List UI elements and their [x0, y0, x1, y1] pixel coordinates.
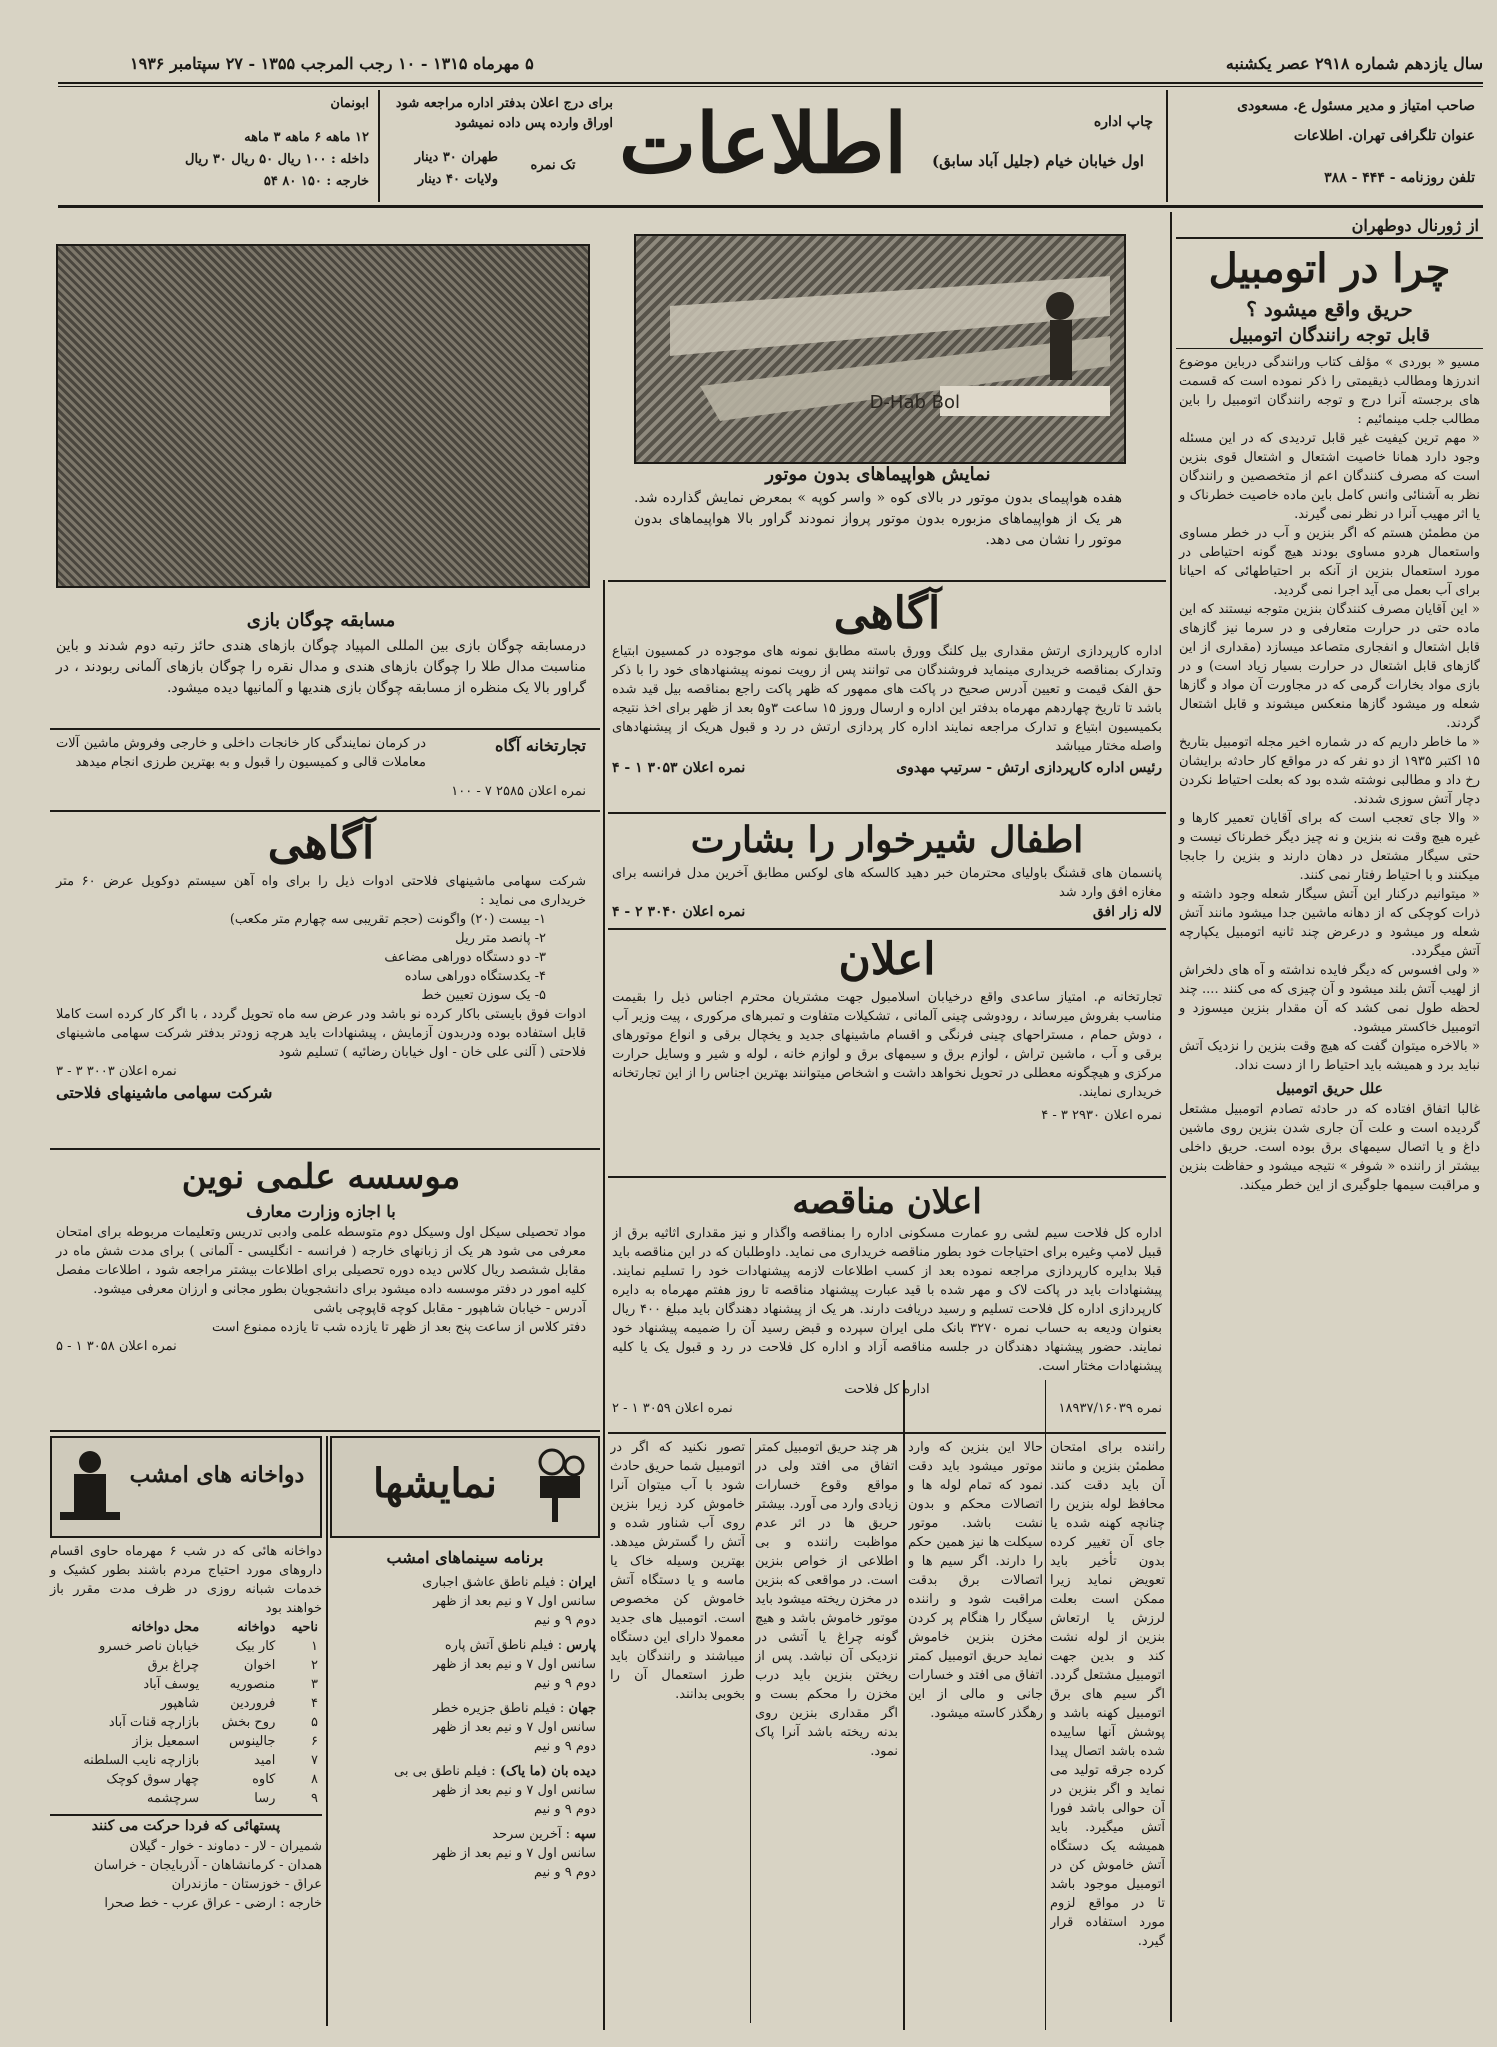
- theater-session: دوم ۹ و نیم: [534, 1739, 596, 1754]
- table-header: [50, 1618, 322, 1637]
- theater-name: دیده بان (ما یاک): [499, 1764, 596, 1779]
- theater-session: دوم ۹ و نیم: [534, 1802, 596, 1817]
- machinery-ad: [56, 816, 586, 1136]
- pharmacy-section: [50, 1436, 322, 2026]
- theater-session: سانس اول ۷ و نیم بعد از ظهر: [433, 1657, 596, 1672]
- infants-ad-footer: [612, 902, 1162, 923]
- subs-periods: ۱۲ ماهه ۶ ماهه ۳ ماهه: [244, 130, 369, 145]
- machinery-ad-ref: نمره اعلان ۳۰۰۳ ۳ - ۳: [56, 1064, 177, 1079]
- post-line: خارجه : ارضی - عراق عرب - خط صحرا: [104, 1896, 322, 1911]
- article-paragraph: « مهم ترین کیفیت غیر قابل تردیدی که در این مسئله وجود دارد همانا خاصیت اشتعال و اشتعال قوی بنزین است که مصرف کنندگان اعم از متخصصین و رانندگان نظر به آشنائی وانس کامل باین ماده خاصیت خطرناک و یا اثر مهیب آنرا در نظر نمی گیرند.: [1179, 431, 1480, 522]
- trade-ad-title: تجارتخانه آگاه: [495, 736, 586, 755]
- cell: کار بیک: [235, 1639, 276, 1654]
- cell: روح بخش: [221, 1715, 276, 1730]
- price-label: تک نمره: [530, 158, 576, 173]
- tender-ad-ref1: نمره ۱۸۹۳۷/۱۶۰۳۹: [1058, 1401, 1162, 1416]
- article-car-fire: [1176, 214, 1483, 2024]
- trade-ad: [56, 734, 586, 804]
- glider-illustration: [640, 236, 1124, 458]
- theater-session: سانس اول ۷ و نیم بعد از ظهر: [433, 1594, 596, 1609]
- army-ad-title: آگاهی: [833, 588, 941, 639]
- tender-ad-refs: [612, 1399, 1162, 1418]
- institute-address: آدرس - خیابان شاهپور - مقابل کوچه قاپوچی باشی: [313, 1301, 586, 1316]
- army-ad-text: اداره کارپردازی ارتش مقداری بیل کلنگ وورق باسته مطابق نمونه های موجوده در کمسیون ابتیاع وتدارک بمناقصه خریداری مینماید فروشندگان می توانند پس از رویت نمونه پیشنهادهای خود را با ذکر حق الفک قیمت و تعیین آدرس صحیح در پاکت های ممهور که ظهر پاکت راجع بمناقصه بیل قید شده باشد تا تاریخ چهاردهم مهرماه بدفتر این اداره و ارسال وروز ۱۵ ساعت ۳و۵ بعد از ظهر برای اخذ نتیجه بکمیسیون ابتیاع و تدارک مراجعه نمایند اداره کار پردازی ارتش در رد و قبول هریک از پیشنهادهای واصله مختار میباشد: [612, 644, 1162, 754]
- table-row: [50, 1656, 322, 1675]
- tender-ad-text: اداره کل فلاحت سیم لشی رو عمارت مسکونی اداره را بمناقصه واگذار و نیز مقداری اثاثیه برق از قبیل لامپ وغیره برای احتیاجات خود بطور مناقصه خریداری می نماید. داوطلبان که در این مناقصه باید قبلا بدایره کارپردازی مراجعه نموده بعد از کسب اطلاعات لازمه پیشنهادات خود را تسلیم نمایند. پیشنهادات باید در پاکت لاک و مهر شده با قید عبارت پیشنهاد مناقصه تا روز هفتم مهرماه به دایره کارپردازی اداره کل فلاحت تسلیم و رسید دریافت دارند. هر یک از پیشنهاد دهندگان باید مبلغ ۴۰۰ ریال بعنوان ودیعه به حساب نمره ۳۲۷۰ بانک ملی ایران سپرده و قبض رسید آن را ضمیمه پیشنهاد خود نمایند. حضور پیشنهاد دهندگان در جلسه مناقصه آزاد و اداره کل فلاحت در رد و قبول یک یا کلیه پیشنهادات مختار است.: [612, 1226, 1162, 1374]
- institute-hours: دفتر کلاس از ساعت پنج بعد از ظهر تا یازده شب تا یازده ممنوع است: [212, 1320, 586, 1335]
- machinery-ad-body: ادوات فوق بایستی باکار کرده نو باشد ودر عرض سه ماه تحویل گردد ، با اگر کار کرده است کاملا قابل استفاده بوده ودربدون آزمایش ، پیشنهادات باید هرچه زودتر بدفتر شرکت سهامی ماشینهای فلاحتی ( آلنی علی خان - اول خیابان رضائیه ) تسلیم شود: [56, 1007, 586, 1060]
- institute-ref: نمره اعلان ۳۰۵۸ ۱ - ۵: [56, 1339, 177, 1354]
- glider-photo: [634, 234, 1126, 464]
- cinema-header: نمایشها: [373, 1460, 497, 1507]
- tehran-price: طهران ۳۰ دینار: [414, 150, 498, 165]
- phone-line: تلفن روزنامه - ۴۴۴ - ۳۸۸: [1324, 170, 1475, 186]
- newspaper-logo: اطلاعات: [618, 96, 908, 192]
- tender-ad-footer: [612, 1380, 1162, 1430]
- institute-subtitle: با اجازه وزارت معارف: [246, 1202, 396, 1221]
- cinema-section: [330, 1436, 600, 2026]
- glider-caption: نمایش هواپیماهای بدون موتور: [765, 464, 991, 485]
- theater-session: دوم ۹ و نیم: [534, 1865, 596, 1880]
- article-paragraph: « بالاخره میتوان گفت که هیچ وقت بنزین را نزدیک آتش نباید برد و همیشه باید احتیاط را از دست نداد.: [1179, 1039, 1480, 1073]
- owner-line: صاحب امتیاز و مدیر مسئول ع. مسعودی: [1237, 98, 1475, 114]
- table-row: [50, 1789, 322, 1808]
- subs-domestic: داخله : ۱۰۰ ریال ۵۰ ریال ۳۰ ریال: [185, 152, 369, 167]
- institute-text: مواد تحصیلی سیکل اول وسیکل دوم متوسطه علمی وادبی تدریس وتعلیمات مربوطه برای امتحان معرفی می شود هر یک از زبانهای خارجه ( فرانسه - انگلیسی - آلمانی ) برای مدت شش ماه در مقابل ششصد ریال کلاس دیده دوره تحصیلی برای اطلاعات بیشتر مراجعه شود ، اطلاعات مفصل کلیه امور در دفتر موسسه داده میشود برای دانشجویان بطور مجانی و ارزان معرفی میشود.: [56, 1225, 586, 1297]
- bottom-text-col-1: راننده برای امتحان مطمئن بنزین و مانند آن باید دقت کند. محافظ لوله بنزین را چنانچه کهنه شده یا جای آن تغییر کرده بدون تأخیر باید تعویض نماید زیرا ممکن است بعلت لرزش یا ارتعاش بنزین از لوله نشت کند و بدین جهت اتومبیل مشتعل گردد. اگر سیم های برق اتومبیل کهنه باشد و پوشش آنها ساییده شده باشد اتصال پیدا کرده جرقه تولید می نماید و اگر بنزین در آن حوالی باشد فورا آتش میگیرد. باید همیشه یک دستگاه آتش خاموش کن در اتومبیل موجود باشد تا در مواقع لزوم مورد استفاده قرار گیرد.: [1050, 1440, 1165, 1949]
- theater-film: آخرین سرحد: [492, 1827, 562, 1842]
- table-row: [50, 1713, 322, 1732]
- theater-session: دوم ۹ و نیم: [534, 1676, 596, 1691]
- theater-session: سانس اول ۷ و نیم بعد از ظهر: [433, 1783, 596, 1798]
- article-paragraph: « والا جای تعجب است که برای آقایان تعمیر کارها و غیره هیچ وقت نه بنزین و نه چیز دیگر خطرناک نیست و حتی سیگار مشتعل در دهان دارند و بنزین را جابجا میکنند و با احتیاط رفتار نمی کنند.: [1179, 811, 1480, 883]
- col-name: دواخانه: [237, 1620, 276, 1635]
- masthead: [58, 90, 1483, 208]
- col-place: محل دواخانه: [131, 1620, 200, 1635]
- cell: ۵: [311, 1715, 318, 1730]
- elan-ad-text: تجارتخانه م. امتیاز ساعدی واقع درخیابان اسلامبول جهت مشتریان محترم اجناس ذیل را بقیمت مناسب بفروش میرساند ، رودوشی چینی آلمانی ، تشکیلات متفاوت و تمبرهای مرکوری ، پیت وزیر آب ، دوش حمام ، مستراحهای چینی فرنگی و اقسام ماشینهای جدید و یخچال برقی و انواع موتورهای برقی و آب ، ماشین تراش ، لوازم برق و سیمهای برق و لوازم خانه ، لوله و شیر و وسایل حرارت مرکزی و هیچگونه معطلی در تحویل نخواهد داشت و اشخاص میتوانند بهترین اجناس را از این تجارتخانه خریداری نمایند.: [612, 990, 1162, 1100]
- cell: منصوریه: [229, 1677, 276, 1692]
- post-box: [50, 1814, 322, 1913]
- infants-ad-ref: نمره اعلان ۳۰۴۰ ۲ - ۴: [612, 904, 746, 920]
- bottom-text-col-3: هر چند حریق اتومبیل کمتر اتفاق می افتد ولی در مواقع وقوع خسارات زیادی وارد می آورد. بیشتر حریق ها در اثر عدم مواظبت راننده و بی اطلاعی از خواص بنزین است. در مواقعی که بنزین در مخزن ریخته میشود باید موتور خاموش باشد و هیچ گونه چراغ یا آتشی در نزدیکی آن نباشد. پس از ریختن بنزین باید درب مخزن را محکم بست و اگر مقداری بنزین روی بدنه ریخته باشد آنرا پاک نمود.: [755, 1440, 898, 1759]
- theater-session: دوم ۹ و نیم: [534, 1613, 596, 1628]
- theater-name: سپه: [574, 1827, 596, 1842]
- cell: ۱: [311, 1639, 318, 1654]
- pharmacy-banner: [50, 1436, 322, 1538]
- theater-entry: دیده بان (ما یاک) : فیلم ناطق بی بی سانس اول ۷ و نیم بعد از ظهر دوم ۹ و نیم: [334, 1762, 596, 1819]
- cell: رسا: [254, 1791, 276, 1806]
- tender-ad-title: اعلان مناقصه: [792, 1182, 982, 1222]
- list-item: ۱- بیست (۲۰) واگونت (حجم تقریبی سه چهارم متر مکعب): [229, 912, 546, 927]
- list-item: ۴- یکدستگاه دوراهی ساده: [404, 969, 546, 984]
- machinery-ad-intro: شرکت سهامی ماشینهای فلاحتی ادوات ذیل را برای واه آهن سیستم دوکویل عرض ۶۰ متر خریداری می نماید :: [56, 874, 586, 908]
- article-paragraph: غالبا اتفاق افتاده که در حادثه تصادم اتومبیل مشتعل گردیده است و علت آن جاری شدن بنزین روی ماشین داغ و یا اتصال سیمهای برق بوده است. حریق داخلی بیشتر از راننده « شوفر » نتیجه میشود و حفاظت بنزین و مراقبت سیمها جلوگیری از این خطر میکند.: [1179, 1102, 1480, 1193]
- date-line: ۵ مهرماه ۱۳۱۵ - ۱۰ رجب المرجب ۱۳۵۵ - ۲۷ سپتامبر ۱۹۳۶: [130, 54, 534, 73]
- cell: چراغ برق: [147, 1658, 200, 1673]
- table-row: [50, 1751, 322, 1770]
- glider-text: هفده هواپیمای بدون موتور در بالای کوه « واسر کوپه » بمعرض نمایش گذارده شد. هر یک از هواپیماهای مزبوره بدون موتور پرواز نمودند گراور بالا هواپیماهای بدون موتور را نشان می دهد.: [634, 490, 1122, 548]
- article-headline: چرا در اتومبیل: [1208, 245, 1451, 292]
- subs-foreign: خارجه : ۱۵۰ ۸۰ ۵۴: [263, 174, 369, 189]
- article-subhead-2: قابل توجه رانندگان اتومبیل: [1176, 323, 1483, 349]
- machinery-ad-signature: شرکت سهامی ماشینهای فلاحتی: [56, 1083, 273, 1102]
- tender-ad-ref2: نمره اعلان ۳۰۵۹ ۱ - ۲: [612, 1401, 733, 1416]
- elan-ad-ref: نمره اعلان ۲۹۳۰ ۳ - ۴: [1041, 1108, 1162, 1123]
- telegram-line: عنوان تلگرافی تهران. اطلاعات: [1293, 128, 1475, 144]
- bottom-text-col-4: تصور نکنید که اگر در اتومبیل شما حریق حادث شود با آب میتوان آنرا خاموش کرد زیرا بنزین روی آب شناور شده و آتش را گسترش میدهد. بهترین وسیله خاک یا ماسه و یا دستگاه آتش خاموش کن مخصوص است. اتومبیل های جدید معمولا دارای این دستگاه میباشند و رانندگان باید طرز استعمال آن را بخوبی بدانند.: [610, 1440, 745, 1702]
- elan-ad: [612, 932, 1162, 1172]
- cell: ۶: [311, 1734, 318, 1749]
- cell: ۴: [311, 1696, 318, 1711]
- theater-name: ایران: [568, 1575, 596, 1590]
- table-row: [50, 1770, 322, 1789]
- article-paragraph: « میتوانیم درکنار این آتش سیگار شعله وجود داشته و ذرات کوچکی که از دهانه ماشین جدا میشود مانند آتش شعله ور میشود و درعرض چند ثانیه اتومبیل یکپارچه آتش میگردد.: [1179, 887, 1480, 959]
- ad-note-2: اوراق وارده پس داده نمیشود: [454, 116, 613, 131]
- post-line: عراق - خوزستان - مازندران: [171, 1877, 322, 1892]
- section-title: علل حریق اتومبیل: [1276, 1081, 1383, 1097]
- theater-entry: سپه : آخرین سرحد سانس اول ۷ و نیم بعد از ظهر دوم ۹ و نیم: [334, 1825, 596, 1882]
- polo-photo: [56, 244, 590, 588]
- article-paragraph: « این آقایان مصرف کنندگان بنزین متوجه نیستند که این ماده حتی در حرارت متعارفی و در سرما نیز گازهای قابل اشتعال و انفجاری متصاعد میسازد (مقداری از این گازهای قابل اشتعال در حرارت بسیار زیاد است) و در بازی مواد بخارات گرمی که در مجاورت آن مواد و گازها شعله ور میشود گازها منعکس میشوند و قابل اشتعال گردند.: [1179, 602, 1480, 731]
- infants-ad-title: اطفال شیرخوار را بشارت: [690, 819, 1084, 861]
- cell: شاهپور: [160, 1696, 200, 1711]
- col-area: ناحیه: [291, 1620, 318, 1635]
- pharmacy-header: دواخانه های امشب: [129, 1462, 305, 1488]
- cell: اخوان: [243, 1658, 276, 1673]
- article-paragraph: « ولی افسوس که دیگر فایده نداشته و آه های دلخراش از لهیب آتش بلند میشود و آن چیزی که می کنند .... چند لحظه طول نمی کشد که آن مقدار بنزین میسوزد و اتومبیل خاکستر میشود.: [1179, 963, 1480, 1035]
- theater-name: پارس: [566, 1638, 596, 1653]
- post-line: همدان - کرمانشاهان - آذربایجان - خراسان: [93, 1858, 322, 1873]
- army-ad-ref: نمره اعلان ۳۰۵۳ ۱ - ۴: [612, 760, 746, 776]
- theater-entry: جهان : فیلم ناطق جزیره خطر سانس اول ۷ و نیم بعد از ظهر دوم ۹ و نیم: [334, 1699, 596, 1756]
- pharmacy-table: [50, 1618, 322, 1808]
- theater-film: فیلم ناطق آتش پاره: [444, 1638, 554, 1653]
- theater-name: جهان: [568, 1701, 596, 1716]
- article-paragraph: « ما خاطر داریم که در شماره اخیر مجله اتومبیل بتاریخ ۱۵ اکتبر ۱۹۳۵ از دو نفر که در مواقع کار حادثه برایشان رخ داد و مطالبی نوشته شده بود که بعلت احتیاط نکردن دچار آتش سوزی شدند.: [1179, 735, 1481, 807]
- theater-entry: پارس : فیلم ناطق آتش پاره سانس اول ۷ و نیم بعد از ظهر دوم ۹ و نیم: [334, 1636, 596, 1693]
- print-label: چاپ اداره: [1093, 114, 1153, 130]
- pharmacist-icon: [60, 1446, 120, 1526]
- institute-ad: [56, 1154, 586, 1424]
- theater-film: فیلم ناطق عاشق اجباری: [422, 1575, 556, 1590]
- table-row: [50, 1694, 322, 1713]
- cinema-banner: [330, 1436, 600, 1538]
- machinery-ad-items: [56, 910, 586, 1005]
- table-row: [50, 1732, 322, 1751]
- polo-title: مسابقه چوگان بازی: [246, 610, 396, 631]
- table-row: [50, 1675, 322, 1694]
- theater-film: فیلم ناطق بی بی: [393, 1764, 488, 1779]
- elan-ad-title: اعلان: [838, 934, 936, 985]
- cinema-title: برنامه سینماهای امشب: [386, 1548, 544, 1567]
- cell: کاوه: [252, 1772, 276, 1787]
- infants-ad: [612, 816, 1162, 926]
- infants-ad-text: پانسمان های قشنگ باولیای محترمان خبر دهید کالسکه های لوکس مطابق آخرین مدل فرانسه برای مغازه افق وارد شد: [612, 866, 1162, 900]
- list-item: ۳- دو دستگاه دوراهی مضاعف: [384, 950, 546, 965]
- cell: اسمعیل بزاز: [132, 1734, 200, 1749]
- list-item: ۵- یک سوزن تعیین خط: [421, 988, 546, 1003]
- army-ad-signature: رئیس اداره کارپردازی ارتش - سرتیپ مهدوی: [896, 760, 1162, 776]
- trade-ad-text: در کرمان نمایندگی کار خانجات داخلی و خارجی وفروش ماشین آلات معاملات قالی و کمیسیون را قبول و به بهترین طرزی انجام میدهد: [56, 736, 426, 770]
- cell: ۹: [311, 1791, 318, 1806]
- cell: ۸: [311, 1772, 318, 1787]
- theater-session: سانس اول ۷ و نیم بعد از ظهر: [433, 1720, 596, 1735]
- cell: فروردین: [230, 1696, 276, 1711]
- address-line: اول خیابان خیام (جلیل آباد سابق): [932, 152, 1144, 170]
- polo-text: درمسابقه چوگان بازی بین المللی المپیاد چوگان بازهای هندی حائز رتبه دوم شدند و باین مناسبت مدال طلا را چوگان بازهای هندی و مدال نقره را چوگان بازهای آلمانی ربودند ، در گراور بالا یک منظره از مسابقه چوگان بازی هندیها و آلمانیها دیده میشود.: [56, 638, 586, 696]
- provinces-price: ولایات ۴۰ دینار: [417, 172, 498, 187]
- army-ad-footer: [612, 758, 1162, 779]
- article-paragraph: مسیو « بوردی » مؤلف کتاب ورانندگی درباین موضوع اندرزها ومطالب ذیقیمتی را ذکر نموده است که قسمت های برجسته آنرا درج و توجه رانندگان اتومبیل را باین مطالب جلب مینمائیم :: [1179, 355, 1480, 427]
- cell: ۷: [311, 1753, 318, 1768]
- subs-title: ابونمان: [330, 96, 369, 111]
- theater-session: سانس اول ۷ و نیم بعد از ظهر: [433, 1846, 596, 1861]
- article-paragraph: من مطمئن هستم که اگر بنزین و آب در خطر مساوی واستعمال هردو مساوی بودند هیچ گونه احتیاطی در مورد استعمال بنزین از آنکه بر احتیاطهائی که احیانا برای آب بعمل می آید اجرا نمی گردید.: [1179, 526, 1480, 598]
- cell: جالینوس: [228, 1734, 276, 1749]
- bottom-text-col-2: حالا این بنزین که وارد موتور میشود باید دقت نمود که تمام لوله ها و اتصالات محکم و بدون نشت باشد. موتور سیکلت ها نیز همین حکم را دارند. اگر سیم ها و اتصالات برق بدقت مراقبت شود و راننده سیگار را هنگام پر کردن مخزن بنزین خاموش نماید حریق اتومبیل کمتر اتفاق می افتد و خسارات جانی و مالی از این رهگذر کاسته میشود.: [908, 1440, 1043, 1721]
- post-title: پستهائی که فردا حرکت می کنند: [91, 1818, 281, 1834]
- army-ad: [612, 586, 1162, 806]
- cell: خیابان ناصر خسرو: [99, 1639, 200, 1654]
- institute-title: موسسه علمی نوین: [181, 1157, 461, 1197]
- cell: یوسف آباد: [143, 1677, 200, 1692]
- article-subhead-1: حریق واقع میشود ؟: [1246, 297, 1413, 321]
- trade-ad-ref: نمره اعلان ۲۵۸۵ ۷ - ۱۰۰: [451, 784, 586, 799]
- ad-note-1: برای درج اعلان بدفتر اداره مراجعه شود: [395, 96, 613, 111]
- cell: ۳: [311, 1677, 318, 1692]
- cinema-list: [330, 1573, 600, 1882]
- table-row: [50, 1637, 322, 1656]
- pharmacy-intro: دواخانه هائی که در شب ۶ مهرماه حاوی اقسام داروهای مورد احتیاج مردم باشند بطور کشیک و خدمات شبانه روزی در ظرف مدت مقرر باز خواهند بود: [50, 1544, 322, 1616]
- article-kicker: از ژورنال دوطهران: [1176, 214, 1483, 239]
- cell: امید: [254, 1753, 276, 1768]
- infants-ad-signature: لاله زار افق: [1092, 904, 1162, 920]
- tender-ad: [612, 1180, 1162, 1380]
- theater-film: فیلم ناطق جزیره خطر: [432, 1701, 556, 1716]
- cell: بازارچه قنات آباد: [108, 1715, 200, 1730]
- projector-icon: [530, 1446, 590, 1526]
- cell: چهار سوق کوچک: [106, 1772, 200, 1787]
- post-line: شمیران - لار - دماوند - خوار - گیلان: [129, 1839, 322, 1854]
- cell: بازارچه نایب السلطنه: [83, 1753, 200, 1768]
- article-body: [1176, 353, 1483, 1195]
- issue-line: سال یازدهم شماره ۲۹۱۸ عصر یکشنبه: [1225, 54, 1483, 73]
- cell: سرچشمه: [147, 1791, 200, 1806]
- plane-registration: D-Hab Bol: [869, 392, 960, 413]
- machinery-ad-title: آگاهی: [267, 818, 375, 869]
- list-item: ۲- پانصد متر ریل: [455, 931, 546, 946]
- cell: ۲: [311, 1658, 318, 1673]
- theater-entry: ایران : فیلم ناطق عاشق اجباری سانس اول ۷ و نیم بعد از ظهر دوم ۹ و نیم: [334, 1573, 596, 1630]
- tender-ad-signature: اداره کل فلاحت: [844, 1382, 930, 1397]
